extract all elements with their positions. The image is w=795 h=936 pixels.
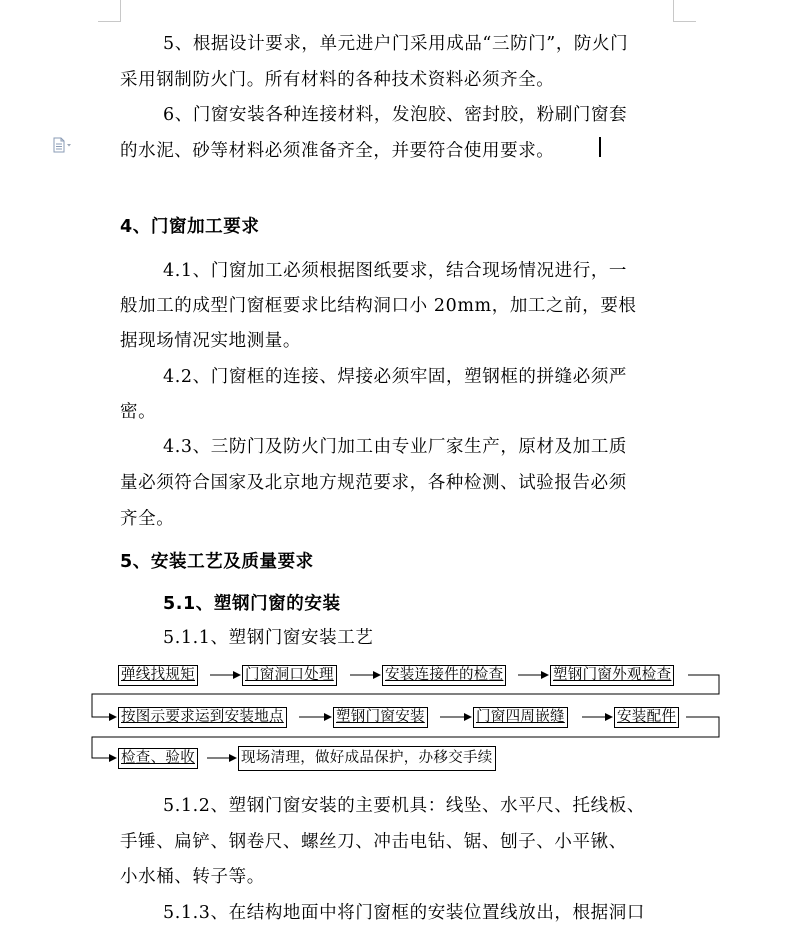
flow-step-snap-lines: 弹线找规矩 — [118, 665, 198, 686]
heading-4: 4、门窗加工要求 — [120, 217, 260, 237]
flow-step-caulking: 门窗四周嵌缝 — [473, 707, 568, 728]
heading-5-1: 5.1、塑钢门窗的安装 — [163, 594, 341, 614]
para-4-3-line-2: 量必须符合国家及北京地方规范要求，各种检测、试验报告必须 — [120, 473, 627, 493]
para-5-1-2-line-1: 5.1.2、塑钢门窗安装的主要机具：线坠、水平尺、托线板、 — [163, 796, 645, 816]
flow-step-install-window: 塑钢门窗安装 — [333, 707, 428, 728]
flow-step-opening-treatment: 门窗洞口处理 — [242, 665, 337, 686]
para-4-3-line-1: 4.3、三防门及防火门加工由专业厂家生产，原材及加工质 — [163, 437, 628, 457]
flow-step-transport: 按图示要求运到安装地点 — [118, 707, 287, 728]
para-4-2-line-2: 密。 — [120, 402, 157, 422]
subheading-5-1-1: 5.1.1、塑钢门窗安装工艺 — [163, 628, 374, 648]
para-5-1-2-line-2: 手锤、扁铲、钢卷尺、螺丝刀、冲击电钻、锯、刨子、小平锹、 — [120, 832, 627, 852]
flow-step-install-fittings: 安装配件 — [614, 707, 679, 728]
para-6-line-2: 的水泥、砂等材料必须准备齐全，并要符合使用要求。 — [120, 141, 555, 161]
para-5-line-2: 采用钢制防火门。所有材料的各种技术资料必须齐全。 — [120, 70, 555, 90]
para-4-2-line-1: 4.2、门窗框的连接、焊接必须牢固，塑钢框的拼缝必须严 — [163, 367, 628, 387]
heading-5: 5、安装工艺及质量要求 — [120, 552, 314, 572]
para-5-1-2-line-3: 小水桶、转子等。 — [120, 867, 265, 887]
para-4-1-line-1: 4.1、门窗加工必须根据图纸要求，结合现场情况进行，一 — [163, 261, 628, 281]
para-5-1-3-line-1: 5.1.3、在结构地面中将门窗框的安装位置线放出，根据洞口 — [163, 903, 645, 923]
para-5-line-1: 5、根据设计要求，单元进户门采用成品“三防门”，防火门 — [163, 34, 629, 54]
para-4-1-line-3: 据现场情况实地测量。 — [120, 331, 301, 351]
para-6-line-1: 6、门窗安装各种连接材料，发泡胶、密封胶，粉刷门窗套 — [163, 105, 628, 125]
flow-step-inspection: 检查、验收 — [118, 748, 198, 769]
flow-step-connector-check: 安装连接件的检查 — [382, 665, 506, 686]
para-4-3-line-3: 齐全。 — [120, 509, 175, 529]
para-4-1-line-2: 般加工的成型门窗框要求比结构洞口小 20mm，加工之前，要根 — [120, 296, 637, 316]
flow-step-cleanup-handover: 现场清理，做好成品保护，办移交手续 — [238, 746, 496, 771]
flow-step-appearance-check: 塑钢门窗外观检查 — [550, 665, 674, 686]
